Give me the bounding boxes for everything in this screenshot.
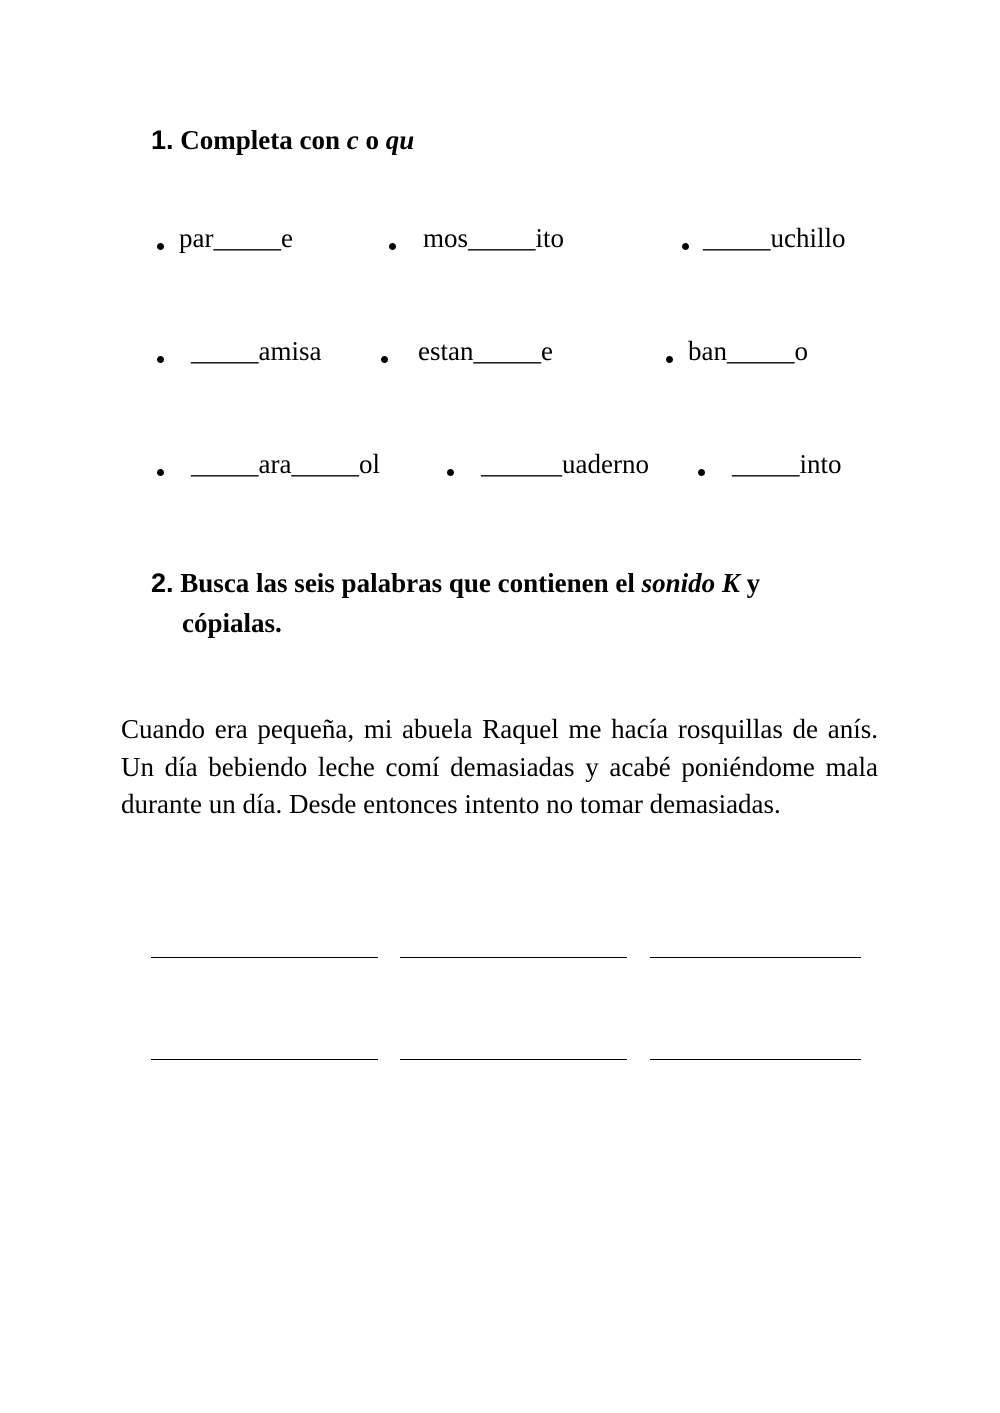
- answer-line-5[interactable]: [400, 1059, 627, 1060]
- answer-line-4[interactable]: [151, 1059, 378, 1060]
- fill-in-word-8[interactable]: ______uaderno: [481, 449, 649, 479]
- bullet-icon: [447, 469, 454, 476]
- answer-line-2[interactable]: [400, 957, 627, 958]
- exercise-1-option-c: c: [346, 125, 359, 155]
- answer-line-1[interactable]: [151, 957, 378, 958]
- bullet-icon: [666, 356, 673, 363]
- answer-line-3[interactable]: [650, 957, 861, 958]
- exercise-1-number: 1.: [151, 125, 174, 155]
- exercise-2-title-part2: y: [746, 568, 761, 598]
- fill-in-word-6[interactable]: ban_____o: [688, 336, 808, 366]
- bullet-icon: [157, 469, 164, 476]
- exercise-1-title-prefix: Completa con: [180, 125, 341, 155]
- fill-in-word-4[interactable]: _____amisa: [191, 336, 322, 366]
- bullet-icon: [157, 356, 164, 363]
- exercise-2-title-part1: Busca las seis palabras que contienen el: [180, 568, 635, 598]
- answer-line-6[interactable]: [650, 1059, 861, 1060]
- bullet-icon: [698, 469, 705, 476]
- fill-in-word-1[interactable]: par_____e: [179, 223, 293, 253]
- reading-paragraph: Cuando era pequeña, mi abuela Raquel me hacía rosquillas de anís. Un día bebiendo leche comí demasiadas y acabé poniéndome mala durante un día. Desde entonces intento no tomar demasiadas.: [121, 714, 878, 819]
- bullet-icon: [381, 356, 388, 363]
- bullet-icon: [157, 243, 164, 250]
- exercise-2-heading: [151, 563, 911, 643]
- exercise-1-option-qu: qu: [385, 125, 415, 155]
- fill-in-word-7[interactable]: _____ara_____ol: [191, 449, 380, 479]
- bullet-icon: [389, 243, 396, 250]
- exercise-2-title-emphasis: sonido K: [641, 568, 740, 598]
- exercise-2-number: 2.: [151, 568, 174, 598]
- fill-in-word-5[interactable]: estan_____e: [418, 336, 553, 366]
- fill-in-word-9[interactable]: _____into: [732, 449, 842, 479]
- exercise-1-heading: [151, 120, 414, 160]
- exercise-1-connector: o: [365, 125, 379, 155]
- fill-in-word-2[interactable]: mos_____ito: [423, 223, 565, 253]
- bullet-icon: [682, 243, 689, 250]
- fill-in-word-3[interactable]: _____uchillo: [703, 223, 846, 253]
- exercise-2-title-line2: cópialas.: [182, 608, 282, 638]
